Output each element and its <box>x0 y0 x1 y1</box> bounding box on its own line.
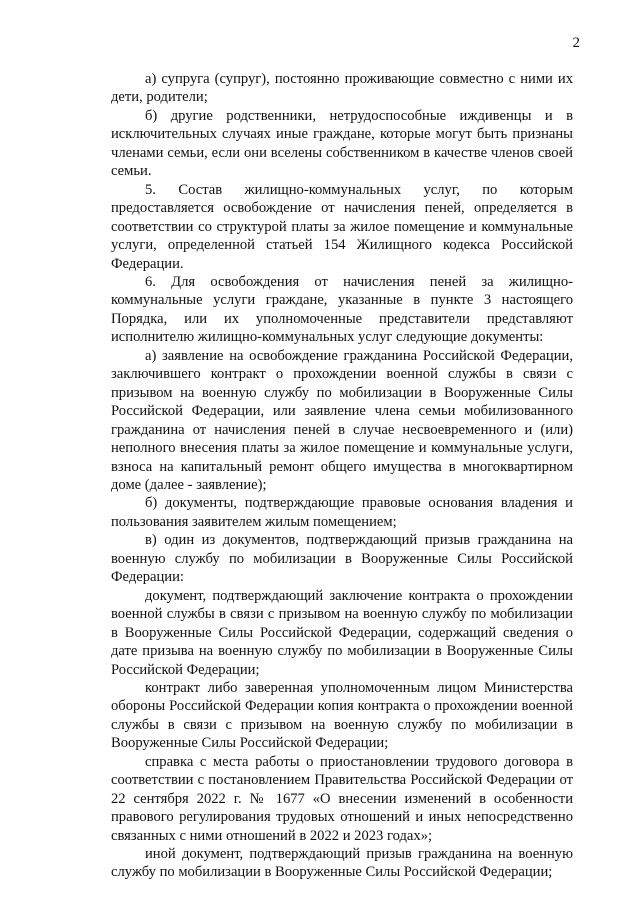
paragraph-other-document: иной документ, подтверждающий призыв гражданина на военную службу по мобилизации в Вооруженные Силы Российской Федерации; <box>111 846 573 881</box>
paragraph-mobilization-documents: в) один из документов, подтверждающий призыв гражданина на военную службу по мобилизации в Вооруженные Силы Российской Федерации: <box>111 532 573 586</box>
paragraph-contract-copy: контракт либо заверенная уполномоченным лицом Министерства обороны Российской Федерации копия контракта о прохождении военной службы в связи с призывом на военную службу по мобилизации в Вооруженные Силы Российской Федерации; <box>111 679 573 752</box>
paragraph-other-relatives: б) другие родственники, нетрудоспособные иждивенцы и в исключительных случаях иные граждане, которые могут быть признаны членами семьи, если они вселены собственником в качестве членов своей семьи. <box>111 107 573 180</box>
paragraph-ownership-documents: б) документы, подтверждающие правовые основания владения и пользования заявителем жилым помещением; <box>111 495 573 530</box>
paragraph-contract-document: документ, подтверждающий заключение контракта о прохождении военной службы в связи с призывом на военную службу по мобилизации в Вооруженные Силы Российской Федерации, содержащий сведения о дате призыва на военную службу по мобилизации в Вооруженные Силы Российской Федерации; <box>111 587 573 678</box>
page-number: 2 <box>572 35 580 51</box>
paragraph-work-certificate: справка с места работы о приостановлении трудового договора в соответствии с постановлением Правительства Российской Федерации от 22 сентября 2022 г. № 1677 «О внесении изменений в особенности правового регулирования трудовых отношений и иных непосредственно связанных с ними отношений в 2022 и 2023 годах»; <box>111 753 573 844</box>
paragraph-item-5: 5. Состав жилищно-коммунальных услуг, по которым предоставляется освобождение от начисления пеней, определяется в соответствии со структурой платы за жилое помещение и коммунальные услуги, определенной статьей 154 Жилищного кодекса Российской Федерации. <box>111 181 573 272</box>
paragraph-application: а) заявление на освобождение гражданина Российской Федерации, заключившего контракт о прохождении военной службы в связи с призывом на военную службу по мобилизации в Вооруженные Силы Российской Федерации, или заявление члена семьи мобилизованного гражданина от начисления пеней в случае несвоевременного и (или) неполного внесения платы за жилое помещение и коммунальные услуги, взноса на капитальный ремонт общего имущества в многоквартирном доме (далее - заявление); <box>111 347 573 493</box>
paragraph-spouse: а) супруга (супруг), постоянно проживающие совместно с ними их дети, родители; <box>111 71 573 106</box>
document-body <box>111 70 573 882</box>
paragraph-item-6: 6. Для освобождения от начисления пеней за жилищно-коммунальные услуги граждане, указанные в пункте 3 настоящего Порядка, или их уполномоченные представители представляют исполнителю жилищно-коммунальных услуг следующие документы: <box>111 273 573 346</box>
